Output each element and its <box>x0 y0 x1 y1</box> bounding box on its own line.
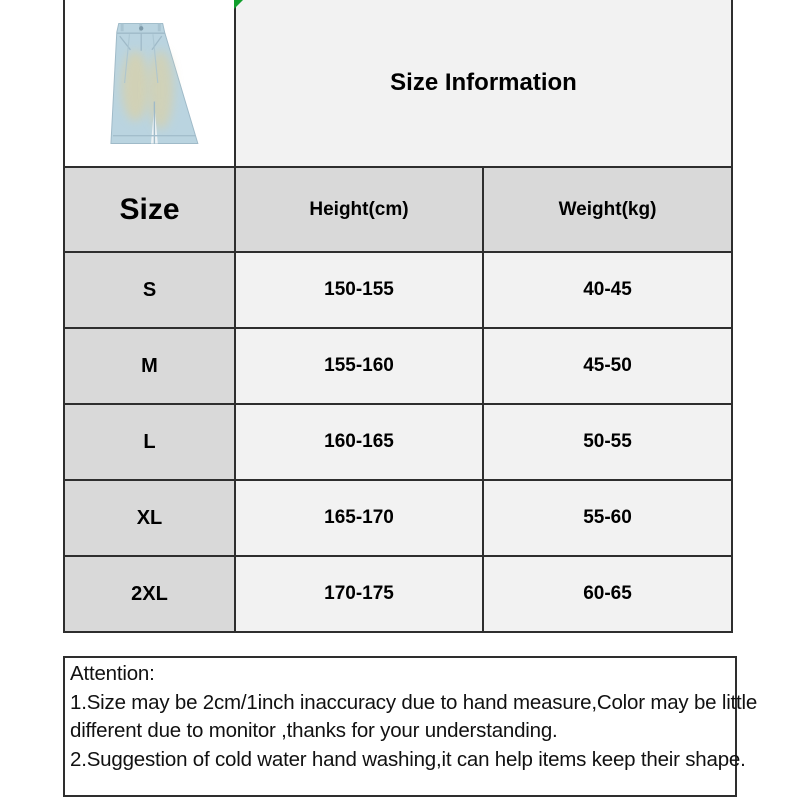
size-table <box>63 0 733 633</box>
weight-value: 60-65 <box>483 556 732 632</box>
attention-note-line: 2.Suggestion of cold water hand washing,it can help items keep their shape. <box>70 747 746 771</box>
table-row-s <box>64 252 732 328</box>
table-row-2xl <box>64 556 732 632</box>
attention-box <box>63 656 758 797</box>
product-image <box>65 0 234 166</box>
size-label: 2XL <box>64 556 235 632</box>
product-image-cell <box>64 0 235 167</box>
column-header-height: Height(cm) <box>235 167 483 252</box>
attention-note-line: 1.Size may be 2cm/1inch inaccuracy due to hand measure,Color may be little <box>70 690 758 714</box>
weight-value: 40-45 <box>483 252 732 328</box>
column-header-weight: Weight(kg) <box>483 167 732 252</box>
attention-note-line: different due to monitor ,thanks for your understanding. <box>70 719 558 742</box>
attention-heading: Attention: <box>70 662 155 685</box>
size-information-title: Size Information <box>235 0 732 167</box>
table-row <box>64 0 732 167</box>
height-value: 160-165 <box>235 404 483 480</box>
height-value: 165-170 <box>235 480 483 556</box>
table-header-row <box>64 167 732 252</box>
size-label: XL <box>64 480 235 556</box>
table-row-xl <box>64 480 732 556</box>
height-value: 155-160 <box>235 328 483 404</box>
table-row-l <box>64 404 732 480</box>
size-label: M <box>64 328 235 404</box>
size-label: S <box>64 252 235 328</box>
column-header-size: Size <box>64 167 235 252</box>
table-row-m <box>64 328 732 404</box>
weight-value: 45-50 <box>483 328 732 404</box>
size-label: L <box>64 404 235 480</box>
weight-value: 55-60 <box>483 480 732 556</box>
weight-value: 50-55 <box>483 404 732 480</box>
height-value: 170-175 <box>235 556 483 632</box>
height-value: 150-155 <box>235 252 483 328</box>
